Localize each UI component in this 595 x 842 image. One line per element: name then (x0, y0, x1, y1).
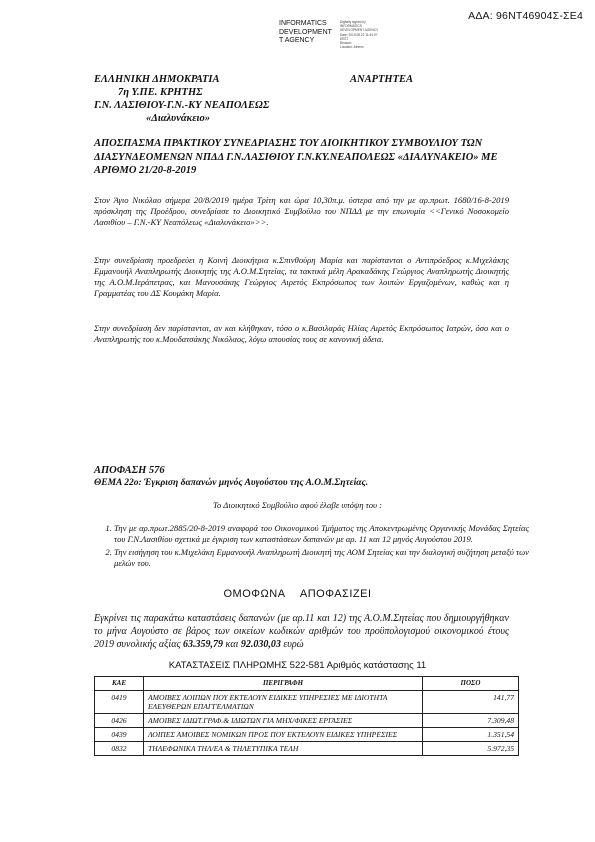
signature-detail-line: Date: 2019.08.22 11:44:07 (340, 32, 378, 37)
org-hospital: Γ.Ν. ΛΑΣΙΘΙΟΥ-Γ.Ν.-ΚΥ ΝΕΑΠΟΛΕΩΣ (94, 100, 270, 111)
document-title: ΑΠΟΣΠΑΣΜΑ ΠΡΑΚΤΙΚΟΥ ΣΥΝΕΔΡΙΑΣΗΣ ΤΟΥ ΔΙΟΙΚΗΤΙΚΟΥ ΣΥΜΒΟΥΛΙΟΥ ΤΩΝ ΔΙΑΣΥΝΔΕΟΜΕΝΩΝ ΝΠΔΔ Γ.Ν.ΛΑΣΙΘΙΟΥ Γ.Ν.ΚΥ.ΝΕΑΠΟΛΕΩΣ «ΔΙΑΛΥΝΑΚΕΙΟ» ΜΕ ΑΡΙΘΜΟ 21/20-8-2019 (94, 138, 498, 176)
cell-description: ΤΗΛΕΦΩΝΙΚΑ ΤΗΛ/ΕΑ & ΤΗΛΕΤΥΠΙΚΑ ΤΕΛΗ (144, 742, 423, 756)
logo-line: DEVELOPMENT (279, 28, 332, 36)
decision-label: ΑΠΟΦΑΣΗ 576 (94, 465, 165, 476)
intro-text: Το Διοικητικό Συμβούλιο αφού έλαβε υπόψη του : (213, 500, 382, 510)
theme-text: Έγκριση δαπανών μηνός Αυγούστου της Α.Ο.Μ.Σητείας. (141, 478, 369, 488)
amount-1: 63.359,79 (183, 639, 224, 650)
cell-amount: 5.972,35 (423, 742, 519, 756)
paragraph-meeting: Στον Άγιο Νικόλαο σήμερα 20/8/2019 ημέρα Τρίτη και ώρα 10,30π.μ. ύστερα από την με αρ.πρωτ. 1680/16-8-2019 πρόσκληση της Προέδρου, συνεδρίασε το Διοικητικό Συμβούλιο του ΝΠΔΔ με την επωνυμία <<Γενικό Νοσοκομείο Λασιθίου – Γ.Ν.-ΚΥ Νεαπόλεως «Διαλυνάκειο»>>. (94, 195, 509, 227)
signature-logo (279, 20, 332, 46)
table-row (95, 728, 519, 742)
considerations-list (94, 523, 529, 571)
cell-amount: 7.309,48 (423, 714, 519, 728)
list-item: 1. Την με αρ.πρωτ.2885/20-8-2019 αναφορά του Οικονομικού Τμήματος της Αποκεντρωμένης Οργανικής Μονάδας Σητείας του Γ.Ν.Λασιθίου σχετικά με έγκριση των καταστάσεων δαπανών με αρ. 11 και 12 μηνός Αυγούστου 2019. (114, 523, 529, 545)
decision-theme (94, 478, 368, 488)
logo-line: INFORMATICS (279, 20, 327, 27)
expenses-table (94, 676, 519, 756)
column-header-description: ΠΕΡΙΓΡΑΦΗ (144, 677, 423, 691)
column-header-code: ΚΑΕ (95, 677, 144, 691)
approval-suffix: ευρώ (280, 639, 304, 650)
cell-amount: 141,77 (423, 691, 519, 714)
cell-description: ΛΟΙΠΕΣ ΑΜΟΙΒΕΣ ΝΟΜΙΚΩΝ ΠΡΟΣ ΠΟΥ ΕΚΤΕΛΟΥΝ ΕΙΔΙΚΕΣ ΥΠΗΡΕΣΙΕΣ (144, 728, 423, 742)
signature-detail-line: EEST (340, 36, 349, 41)
cell-code: 0426 (95, 714, 144, 728)
paragraph-absentees: Στην συνεδρίαση δεν παρίστανται, αν και κλήθηκαν, τόσο ο κ.Βασιλαράς Ηλίας Αιρετός Εκπρόσωπος Ιατρών, όσο και ο Αναπληρωτής του κ.Μουδατσάκης Νικόλαος, λόγω απουσίας τους σε κανονική άδεια. (94, 323, 509, 344)
cell-description: ΑΜΟΙΒΕΣ ΛΟΙΠΩΝ ΠΟΥ ΕΚΤΕΛΟΥΝ ΕΙΔΙΚΕΣ ΥΠΗΡΕΣΙΕΣ ΜΕ ΙΔΙΟΤΗΤΑ ΕΛΕΥΘΕΡΩΝ ΕΠΑΓΓΕΛΜΑΤΙΩΝ (144, 691, 423, 714)
ada-code: ΑΔΑ: 96ΝΤ46904Σ-ΣΕ4 (468, 10, 583, 22)
org-hospital-nickname: «Διαλυνάκειο» (146, 113, 210, 124)
unanimous-heading: ΟΜΟΦΩΝΑ ΑΠΟΦΑΣΙΖΕΙ (223, 588, 372, 600)
signature-detail-line: Digitally signed by (340, 20, 366, 24)
paragraph-attendees: Στην συνεδρίαση προεδρεύει η Κοινή Διοικήτρια κ.Σπινθούρη Μαρία και παρίστανται ο Αντιπρόεδρος κ.Μιχελάκης Εμμανουήλ Αναπληρωτής Διοικητής της Α.Ο.Μ.Σητείας, τα τακτικά μέλη Αρακαδάκης Γεώργιος Αναπληρωτής Διοικητής της Α.Ο.Μ.Ιεράπετρας, και Μανουσάκης Γεώργιος Αιρετός Εκπρόσωπος των λοιπών Εργαζομένων, καθώς και η Γραμματέας του ΔΣ Κουμάκη Μαρία. (94, 255, 509, 298)
amount-2: 92.030,03 (240, 639, 281, 650)
org-name: ΕΛΛΗΝΙΚΗ ΔΗΜΟΚΡΑΤΙΑ (94, 74, 220, 85)
org-region: 7η Υ.ΠΕ. ΚΡΗΤΗΣ (118, 87, 203, 98)
logo-line: T AGENCY (279, 37, 315, 44)
schedule-title: ΚΑΤΑΣΤΑΣΕΙΣ ΠΛΗΡΩΜΗΣ 522-581 Αριθμός κατάστασης 11 (168, 660, 427, 671)
column-header-amount: ΠΟΣΟ (423, 677, 519, 691)
cell-code: 0419 (95, 691, 144, 714)
signature-detail-line: INFORMATICS (340, 24, 362, 29)
table-header-row (95, 677, 519, 691)
approval-paragraph (94, 612, 509, 651)
cell-code: 0439 (95, 728, 144, 742)
signature-detail-line: Reason: (340, 41, 352, 46)
list-item: 2. Την εισήγηση του κ.Μιχελάκη Εμμανουήλ Αναπληρωτή Διοικητή της ΑΟΜ Σητείας και την διαλογική συζήτηση μεταξύ των μελών του. (114, 547, 529, 569)
posted-label: ΑΝΑΡΤΗΤΕΑ (350, 74, 414, 85)
cell-code: 0832 (95, 742, 144, 756)
theme-label: ΘΕΜΑ 22ο: (94, 478, 142, 488)
table-row (95, 714, 519, 728)
signature-details (340, 20, 378, 49)
cell-description: ΑΜΟΙΒΕΣ ΙΔΙΩΤ.ΓΡΑΦ.& ΙΔΙΩΤΩΝ ΓΙΑ ΜΗΧ/ΦΙΚΕΣ ΕΡΓΑΣΙΕΣ (144, 714, 423, 728)
approval-text: Εγκρίνει τις παρακάτω καταστάσεις δαπανών (με αρ.11 και 12) της Α.Ο.Μ.Σητείας που δημιουργήθηκαν το μήνα Αυγούστο σε βάρος των οικείων κωδικών αριθμών του προϋπολογισμού οικονομικού έτους 2019 συνολικής αξίας (94, 613, 509, 650)
approval-and: και (223, 639, 241, 650)
signature-detail-line: DEVELOPMENT AGENCY (340, 28, 379, 33)
table-row (95, 742, 519, 756)
table-row (95, 691, 519, 714)
signature-detail-line: Location: Athens (340, 45, 364, 50)
cell-amount: 1.351,54 (423, 728, 519, 742)
